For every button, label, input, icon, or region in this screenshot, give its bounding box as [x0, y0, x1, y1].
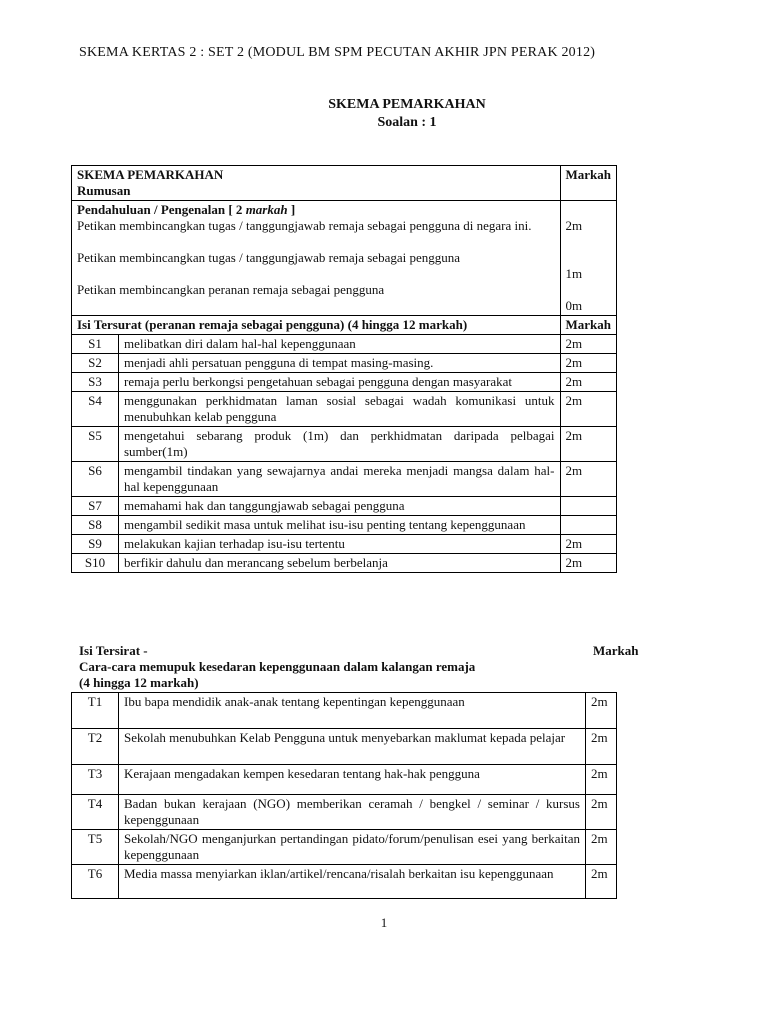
row-description: Ibu bapa mendidik anak-anak tentang kepentingan kepenggunaan [119, 693, 586, 729]
table-row [72, 497, 617, 516]
row-description: Sekolah menubuhkan Kelab Pengguna untuk menyebarkan maklumat kepada pelajar [119, 729, 586, 765]
page-title: SKEMA PEMARKAHAN [328, 97, 486, 112]
row-code: S10 [72, 554, 119, 573]
table-row [72, 795, 617, 830]
row-description: memahami hak dan tanggungjawab sebagai pengguna [119, 497, 561, 516]
row-mark: 2m [586, 795, 617, 830]
row-description: Kerajaan mengadakan kempen kesedaran tentang hak-hak pengguna [119, 765, 586, 795]
intro-mark: 2m [565, 218, 583, 233]
table-row [72, 554, 617, 573]
row-description: melibatkan diri dalam hal-hal kepenggunaan [119, 335, 561, 354]
marking-table-2 [71, 692, 617, 899]
intro-line: Petikan membincangkan tugas / tanggungjawab remaja sebagai pengguna di negara ini. [77, 218, 532, 233]
marking-table-1 [71, 165, 617, 573]
row-description: menjadi ahli persatuan pengguna di tempat masing-masing. [119, 354, 561, 373]
intro-mark: 0m [565, 298, 583, 313]
row-mark: 2m [586, 865, 617, 899]
table-row [72, 335, 617, 354]
row-description: mengetahui sebarang produk (1m) dan perkhidmatan daripada pelbagai sumber(1m) [119, 427, 561, 462]
row-description: mengambil sedikit masa untuk melihat isu-isu penting tentang kepenggunaan [119, 516, 561, 535]
row-description: melakukan kajian terhadap isu-isu tertentu [119, 535, 561, 554]
page-number: 1 [380, 915, 388, 930]
section2-heading [79, 643, 619, 691]
row-code: T6 [72, 865, 119, 899]
row-mark: 2m [560, 554, 617, 573]
intro-marks [560, 201, 617, 316]
row-description: berfikir dahulu dan merancang sebelum berbelanja [119, 554, 561, 573]
row-description: Media massa menyiarkan iklan/artikel/rencana/risalah berkaitan isu kepenggunaan [119, 865, 586, 899]
table-head-cell [72, 166, 561, 201]
row-description: mengambil tindakan yang sewajarnya andai mereka menjadi mangsa dalam hal-hal kepenggunaan [119, 462, 561, 497]
row-description: Sekolah/NGO menganjurkan pertandingan pidato/forum/penulisan esei yang berkaitan kepenggunaan [119, 830, 586, 865]
row-code: S5 [72, 427, 119, 462]
row-description: Badan bukan kerajaan (NGO) memberikan ceramah / bengkel / seminar / kursus kepenggunaan [119, 795, 586, 830]
table-row [72, 392, 617, 427]
row-code: S7 [72, 497, 119, 516]
row-code: S4 [72, 392, 119, 427]
row-mark: 2m [560, 373, 617, 392]
section2-mark-head: Markah [593, 643, 639, 658]
intro-heading-end: ] [287, 202, 296, 217]
intro-mark: 1m [565, 266, 583, 281]
row-code: S3 [72, 373, 119, 392]
row-mark [560, 516, 617, 535]
page-subtitle: Soalan : 1 [377, 115, 437, 130]
table-head-mark: Markah [560, 166, 617, 201]
row-code: S6 [72, 462, 119, 497]
row-code: T2 [72, 729, 119, 765]
section-heading: Isi Tersurat (peranan remaja sebagai pengguna) (4 hingga 12 markah) [72, 316, 561, 335]
row-code: S9 [72, 535, 119, 554]
intro-heading-text: Pendahuluan / Pengenalan [ 2 [77, 202, 246, 217]
row-code: T4 [72, 795, 119, 830]
row-code: T3 [72, 765, 119, 795]
table-row [72, 693, 617, 729]
intro-heading [77, 202, 555, 218]
document-header: SKEMA KERTAS 2 : SET 2 (MODUL BM SPM PECUTAN AKHIR JPN PERAK 2012) [79, 45, 596, 60]
table-row [72, 373, 617, 392]
table-head-row [72, 166, 617, 201]
row-code: S8 [72, 516, 119, 535]
table-head-title: SKEMA PEMARKAHAN [77, 167, 224, 182]
row-mark [560, 497, 617, 516]
table-row [72, 535, 617, 554]
section2-line1: Isi Tersirat - [79, 643, 148, 658]
intro-row [72, 201, 617, 316]
intro-line: Petikan membincangkan tugas / tanggungjawab remaja sebagai pengguna [77, 250, 461, 265]
table-row [72, 765, 617, 795]
row-mark: 2m [586, 729, 617, 765]
row-mark: 2m [560, 535, 617, 554]
table-row [72, 462, 617, 497]
row-code: T1 [72, 693, 119, 729]
intro-line: Petikan membincangkan peranan remaja sebagai pengguna [77, 282, 385, 297]
section-mark-head: Markah [560, 316, 617, 335]
section2-line2: Cara-cara memupuk kesedaran kepenggunaan dalam kalangan remaja [79, 659, 476, 674]
row-mark: 2m [586, 765, 617, 795]
section-heading-row [72, 316, 617, 335]
intro-heading-em: markah [245, 202, 288, 217]
table-row [72, 427, 617, 462]
row-code: S2 [72, 354, 119, 373]
section2-line3: (4 hingga 12 markah) [79, 675, 199, 690]
row-mark: 2m [560, 335, 617, 354]
table-head-subtitle: Rumusan [77, 183, 131, 198]
row-mark: 2m [560, 354, 617, 373]
row-description: menggunakan perkhidmatan laman sosial sebagai wadah komunikasi untuk menubuhkan kelab pengguna [119, 392, 561, 427]
table-row [72, 865, 617, 899]
intro-cell [72, 201, 561, 316]
row-mark: 2m [560, 427, 617, 462]
table-row [72, 354, 617, 373]
row-mark: 2m [586, 693, 617, 729]
row-code: S1 [72, 335, 119, 354]
row-mark: 2m [560, 462, 617, 497]
table-row [72, 830, 617, 865]
row-code: T5 [72, 830, 119, 865]
table-row [72, 729, 617, 765]
table-row [72, 516, 617, 535]
row-mark: 2m [560, 392, 617, 427]
row-description: remaja perlu berkongsi pengetahuan sebagai pengguna dengan masyarakat [119, 373, 561, 392]
row-mark: 2m [586, 830, 617, 865]
